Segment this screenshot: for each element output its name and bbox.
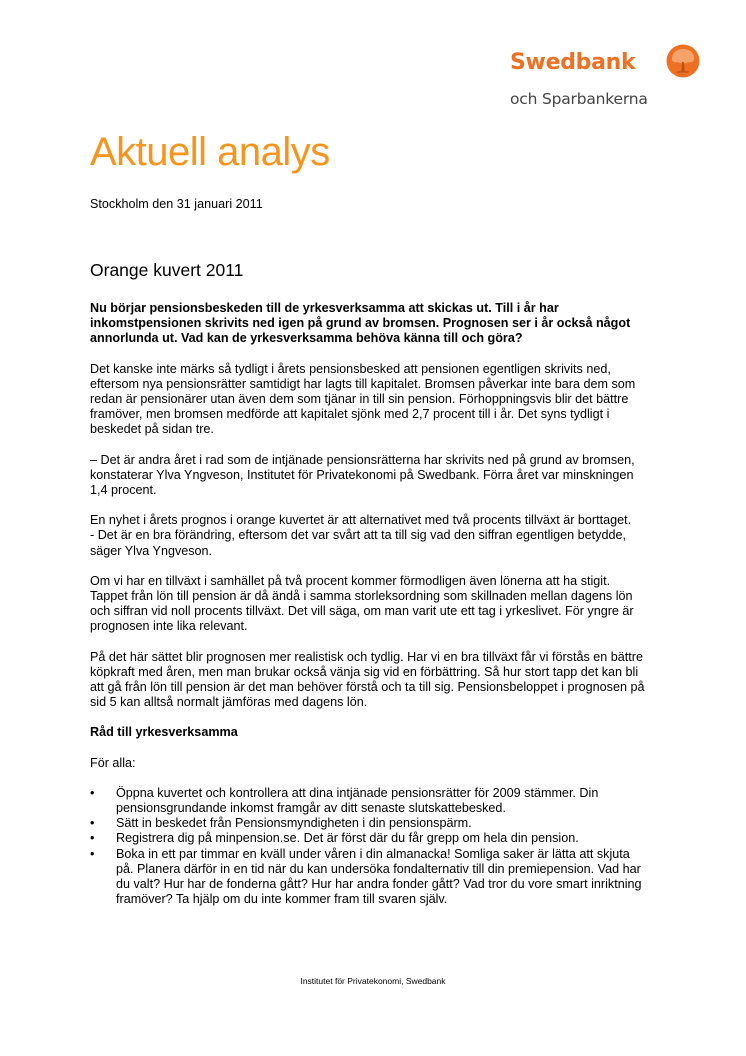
swedbank-logo [510,42,730,112]
body-paragraph: Det kanske inte märks så tydligt i årets pensionsbesked att pensionen egentligen skrivits ned, eftersom nya pensionsrätter samtidigt har lagts till kapitalet. Bromsen påverkar inte bara dem som redan är pensionärer utan även dem som tjänar in till sin pension. Förhoppningsvis blir det bättre framöver, men bromsen medförde att kapitalet sjönk med 2,7 procent till i år. Det syns tydligt i beskedet på sidan tre. [90,361,636,437]
brand-name: Swedbank [510,50,636,75]
advice-heading: Råd till yrkesverksamma [90,725,238,740]
body-paragraph: – Det är andra året i rad som de intjänade pensionsrätterna har skrivits ned på grund av bromsen, konstaterar Ylva Yngveson, Institutet för Privatekonomi på Swedbank. Förra året var minskningen 1,4 procent. [90,452,635,498]
article-body [90,301,650,908]
oak-tree-icon [666,44,700,78]
advice-item: • Öppna kuvertet och kontrollera att dina intjänade pensionsrätter för 2009 stämmer. Din pensionsgrundande inkomst framgår av ditt senaste slutskattebesked. [90,786,650,816]
brand-subtitle: och Sparbankerna [510,90,648,108]
body-paragraph: En nyhet i årets prognos i orange kuvertet är att alternativet med två procents tillväxt är borttaget. - Det är en bra förändring, eftersom det var svårt att ta till sig vad den siffran egentligen betydde, säger Ylva Yngveson. [90,513,632,558]
page-footer: Institutet för Privatekonomi, Swedbank [300,976,446,986]
body-paragraph: Om vi har en tillväxt i samhället på två procent kommer förmodligen även lönerna att ha stigit. Tappet från lön till pension är då ändå i samma storleksordning som skillnaden mellan dagens lön och siffran vid noll procents tillväxt. Det vill säga, om man varit ute ett tag i yrkeslivet. För yngre är prognosen inte lika relevant. [90,573,634,634]
advice-list [90,786,650,908]
dateline: Stockholm den 31 januari 2011 [90,197,263,211]
page-title: Aktuell analys [90,130,330,174]
lead-paragraph: Nu börjar pensionsbeskeden till de yrkesverksamma att skickas ut. Till i år har inkomstpensionen skrivits ned igen på grund av bromsen. Prognosen ser i år också något annorlunda ut. Vad kan de yrkesverksamma behöva känna till och göra? [90,301,631,346]
advice-item: • Sätt in beskedet från Pensionsmyndigheten i din pensionspärm. [90,816,650,831]
advice-intro: För alla: [90,755,136,770]
advice-item: • Boka in ett par timmar en kväll under våren i din almanacka! Somliga saker är lätta att skjuta på. Planera därför in en tid när du kan undersöka fondalternativ till din premiepension. Vad har du valt? Hur har de fonderna gått? Hur har andra fonder gått? Vad tror du vore smart inriktning framöver? Ta hjälp om du inte kommer fram till svaren själv. [90,847,650,908]
advice-item: • Registrera dig på minpension.se. Det är först där du får grepp om hela din pension. [90,831,650,846]
article-heading: Orange kuvert 2011 [90,260,244,280]
body-paragraph: På det här sättet blir prognosen mer realistisk och tydlig. Har vi en bra tillväxt får vi förstås en bättre köpkraft med åren, men man brukar också vänja sig vid en förbättring. Så hur stort tapp det kan bli att gå från lön till pension är det man behöver förstå och ta till sig. Pensionsbeloppet i prognosen på sid 5 kan alltså normalt jämföras med dagens lön. [90,649,645,710]
